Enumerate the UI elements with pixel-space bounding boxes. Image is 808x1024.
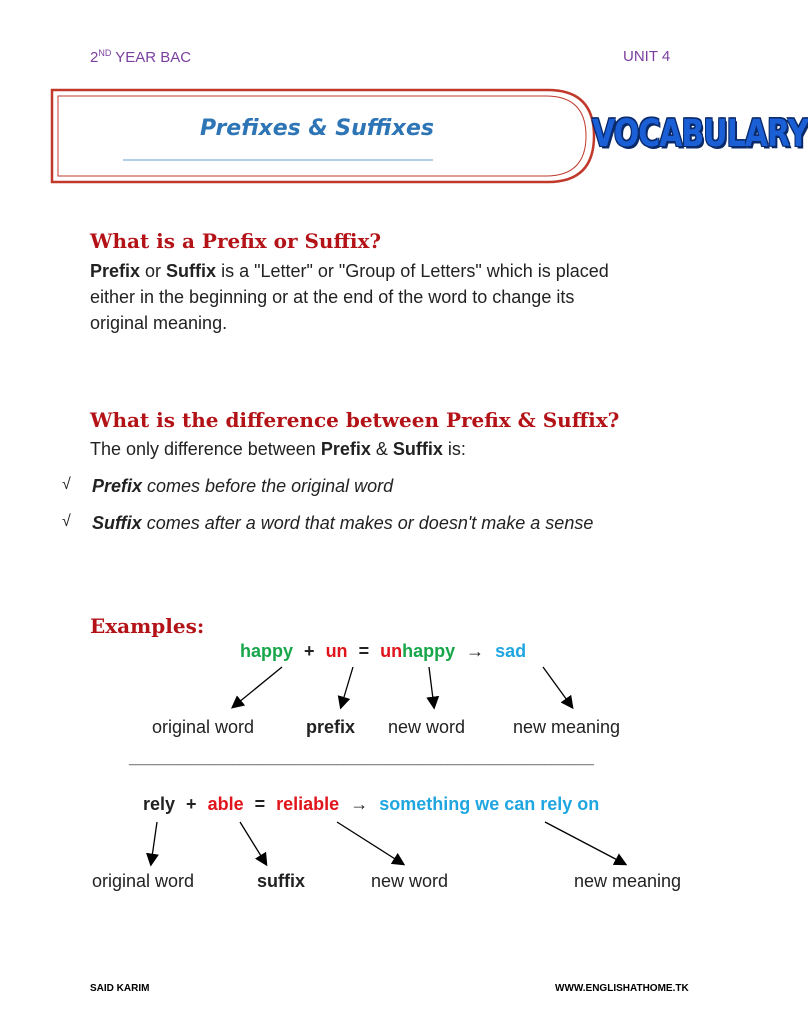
ex1-plus: +	[304, 641, 315, 661]
footer-author: SAID KARIM	[90, 983, 150, 994]
bullet-suffix-text: comes after a word that makes or doesn't make a sense	[141, 513, 594, 533]
ex1-new-prefix: un	[380, 641, 403, 661]
ex1-word: happy	[240, 641, 294, 661]
year-text: YEAR BAC	[115, 49, 192, 66]
check-mark-1: √	[62, 476, 71, 493]
year-superscript: ND	[98, 48, 112, 58]
ex1-label-new-word: new word	[388, 717, 466, 737]
ex2-word: rely	[143, 794, 176, 814]
bullet-suffix-term: Suffix	[92, 513, 142, 533]
ex2-affix: able	[207, 794, 244, 814]
banner-title: Prefixes & Suffixes	[200, 116, 434, 141]
intro-suffix: Suffix	[392, 439, 443, 459]
line1-rest: is a "Letter" or "Group of Letters" which is placed	[216, 261, 609, 281]
examples-heading: Examples:	[90, 614, 205, 638]
section2-heading: What is the difference between Prefix & Suffix?	[90, 408, 620, 432]
ex1-label-original: original word	[152, 717, 255, 737]
ex2-plus: +	[186, 794, 197, 814]
section1-line2: either in the beginning or at the end of the word to change its	[90, 287, 575, 307]
ex2-new-word: reliable	[276, 794, 340, 814]
intro-amp: &	[370, 439, 393, 459]
text-or: or	[140, 261, 167, 281]
ex1-label-prefix: prefix	[306, 717, 356, 737]
section1-line3: original meaning.	[90, 313, 228, 333]
term-suffix: Suffix	[166, 261, 217, 281]
vocabulary-logo: VOCABULARY	[592, 112, 808, 156]
ex1-new-rest: happy	[402, 641, 456, 661]
year-number: 2	[90, 49, 99, 66]
ex2-label-suffix: suffix	[257, 871, 306, 891]
ex1-meaning: sad	[495, 641, 527, 661]
header-unit: UNIT 4	[623, 48, 671, 65]
intro-text: The only difference between	[90, 439, 321, 459]
intro-end: is:	[442, 439, 466, 459]
ex2-label-new-meaning: new meaning	[574, 871, 682, 891]
ex2-meaning: something we can rely on	[379, 794, 600, 814]
ex1-label-new-meaning: new meaning	[513, 717, 621, 737]
ex2-arrow: →	[350, 794, 369, 814]
section1-heading: What is a Prefix or Suffix?	[90, 229, 382, 253]
intro-prefix: Prefix	[320, 439, 371, 459]
ex2-label-original: original word	[92, 871, 195, 891]
bullet-prefix-term: Prefix	[92, 476, 143, 496]
ex1-arrow: →	[466, 641, 485, 661]
ex2-equals: =	[254, 794, 266, 814]
ex2-label-new-word: new word	[371, 871, 449, 891]
separator-line: ____________________________________________________________________________	[129, 754, 594, 766]
ex1-affix: un	[325, 641, 348, 661]
term-prefix: Prefix	[90, 261, 141, 281]
example2-equation	[143, 794, 599, 815]
check-mark-2: √	[62, 513, 71, 530]
bullet-prefix-text: comes before the original word	[142, 476, 394, 496]
footer-website[interactable]: WWW.ENGLISHATHOME.TK	[555, 983, 689, 994]
ex1-equals: =	[358, 641, 370, 661]
